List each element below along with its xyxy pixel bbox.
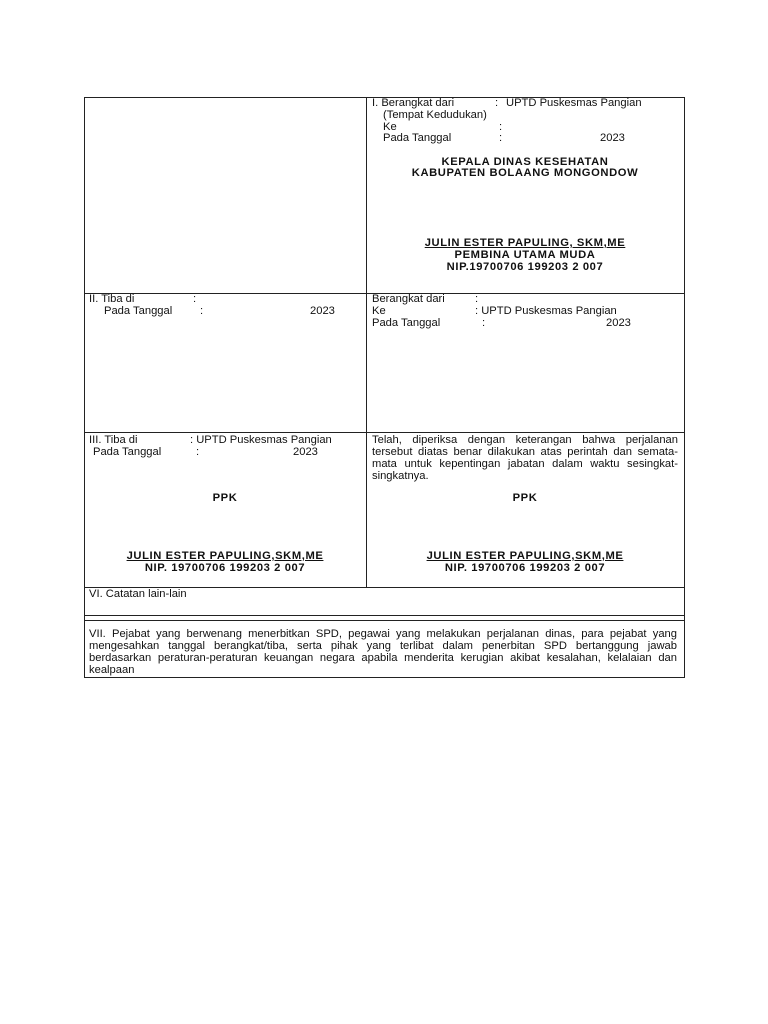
tanggal-label: Pada Tanggal xyxy=(383,132,452,144)
ppk-label: PPK xyxy=(512,492,538,504)
berangkat-colon: : xyxy=(475,293,479,305)
border-left xyxy=(84,97,85,678)
divider-row-5 xyxy=(84,620,685,621)
signatory-nip: NIP. 19700706 199203 2 007 xyxy=(144,562,306,574)
tanggal-colon: : xyxy=(196,446,200,458)
verification-note: Telah, diperiksa dengan keterangan bahwa perjalanan tersebut diatas benar dilakukan atas perintah dan semata-mata untuk kepentingan jabatan dalam waktu sesingkat-singkatnya. xyxy=(372,434,678,482)
divider-row-4 xyxy=(84,615,685,616)
ke-label: Ke xyxy=(372,305,386,317)
tanggal-label: Pada Tanggal xyxy=(372,317,441,329)
kabupaten-title: KABUPATEN BOLAANG MONGONDOW xyxy=(411,167,639,179)
tanggal-year: 2023 xyxy=(606,317,631,329)
signatory-rank: PEMBINA UTAMA MUDA xyxy=(454,249,596,261)
tanggal-colon: : xyxy=(200,305,204,317)
tanggal-label: Pada Tanggal xyxy=(104,305,173,317)
ke-colon: : xyxy=(499,121,503,133)
tanggal-colon: : xyxy=(482,317,486,329)
tanggal-colon: : xyxy=(499,132,503,144)
tanggal-label: Pada Tanggal xyxy=(93,446,162,458)
signatory-name: JULIN ESTER PAPULING, SKM,ME xyxy=(424,237,626,249)
tiba-colon: : xyxy=(193,293,197,305)
berangkat-colon: : xyxy=(495,97,499,109)
tanggal-year: 2023 xyxy=(310,305,335,317)
responsibility-statement: VII. Pejabat yang berwenang menerbitkan SPD, pegawai yang melakukan perjalanan dinas, para pejabat yang mengesahkan tanggal berangkat/tiba, serta pihak yang terlibat dalam penerbitan SPD bertanggung jawab berdasarkan peraturan-peraturan keuangan negara apabila menderita kerugian akibat kesalahan, kelalaian dan kealpaan xyxy=(89,628,677,676)
border-bottom xyxy=(84,677,685,678)
ppk-label: PPK xyxy=(212,492,238,504)
tanggal-year: 2023 xyxy=(600,132,625,144)
ke-label: Ke xyxy=(383,121,397,133)
berangkat-value: UPTD Puskesmas Pangian xyxy=(506,97,642,109)
berangkat-label: Berangkat dari xyxy=(372,293,445,305)
tiba-label: II. Tiba di xyxy=(89,293,135,305)
signatory-name: JULIN ESTER PAPULING,SKM,ME xyxy=(126,550,324,562)
tiba-label: III. Tiba di xyxy=(89,434,138,446)
catatan-label: VI. Catatan lain-lain xyxy=(89,588,187,600)
berangkat-label: I. Berangkat dari xyxy=(372,97,455,109)
divider-row-2 xyxy=(84,432,685,433)
signatory-nip: NIP. 19700706 199203 2 007 xyxy=(444,562,606,574)
signatory-name: JULIN ESTER PAPULING,SKM,ME xyxy=(426,550,624,562)
ke-value: : UPTD Puskesmas Pangian xyxy=(475,305,617,317)
signatory-nip: NIP.19700706 199203 2 007 xyxy=(446,261,604,273)
border-right xyxy=(684,97,685,678)
tempat-kedudukan-label: (Tempat Kedudukan) xyxy=(383,109,487,121)
divider-middle xyxy=(366,97,367,587)
kepala-dinas-title: KEPALA DINAS KESEHATAN xyxy=(441,156,609,168)
tanggal-year: 2023 xyxy=(293,446,318,458)
tiba-value: : UPTD Puskesmas Pangian xyxy=(190,434,332,446)
